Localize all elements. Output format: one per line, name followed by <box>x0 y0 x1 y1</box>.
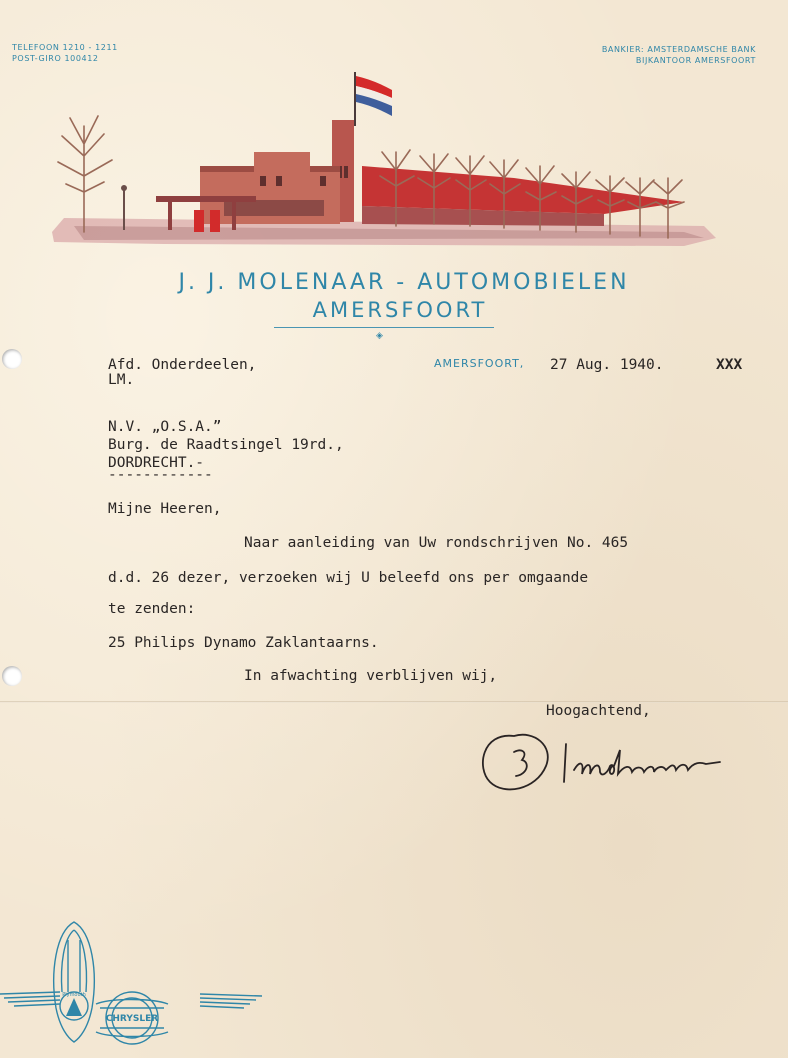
body-line: te zenden: <box>108 601 196 617</box>
punch-hole <box>2 666 22 686</box>
bank-name: BANKIER: AMSTERDAMSCHE BANK <box>601 45 756 54</box>
date-strike-through: XXX <box>716 357 743 373</box>
plymouth-chrysler-logo <box>0 912 270 1058</box>
phone-number: TELEFOON 1210 - 1211 <box>12 43 118 52</box>
diamond-ornament-icon: ◈ <box>376 331 383 341</box>
company-name: J. J. MOLENAAR - AUTOMOBIELEN <box>178 270 630 295</box>
closing-regards: Hoogachtend, <box>546 703 651 719</box>
plymouth-label: Plymouth <box>62 992 86 998</box>
date-city-label: AMERSFOORT, <box>434 357 525 370</box>
department-line: Afd. Onderdeelen, <box>108 357 257 373</box>
recipient-underline: ------------ <box>108 467 213 483</box>
giro-number: POST-GIRO 100412 <box>12 54 99 63</box>
recipient-street: Burg. de Raadtsingel 19rd., <box>108 437 344 453</box>
bank-branch: BIJKANTOOR AMERSFOORT <box>635 56 756 65</box>
recipient-name: N.V. „O.S.A.” <box>108 419 222 435</box>
salutation: Mijne Heeren, <box>108 501 222 517</box>
company-city: AMERSFOORT <box>312 298 488 322</box>
chrysler-label: CHRYSLER <box>105 1014 159 1024</box>
body-line: d.d. 26 dezer, verzoeken wij U beleefd ons per omgaande <box>108 570 589 586</box>
title-divider <box>274 327 494 328</box>
garage-building-illustration <box>44 66 720 252</box>
letterhead-contact <box>12 42 118 64</box>
closing-line: In afwachting verblijven wij, <box>244 668 498 684</box>
paper-fold <box>0 701 788 703</box>
initials-line: LM. <box>108 372 135 388</box>
order-line: 25 Philips Dynamo Zaklantaarns. <box>108 635 379 651</box>
body-line: Naar aanleiding van Uw rondschrijven No. 465 <box>244 535 629 551</box>
handwritten-signature <box>474 722 744 802</box>
punch-hole <box>2 349 22 369</box>
letter-date: 27 Aug. 1940. <box>550 357 664 373</box>
letterhead-bank <box>602 44 756 66</box>
recipient-city: DORDRECHT.- <box>108 455 205 471</box>
